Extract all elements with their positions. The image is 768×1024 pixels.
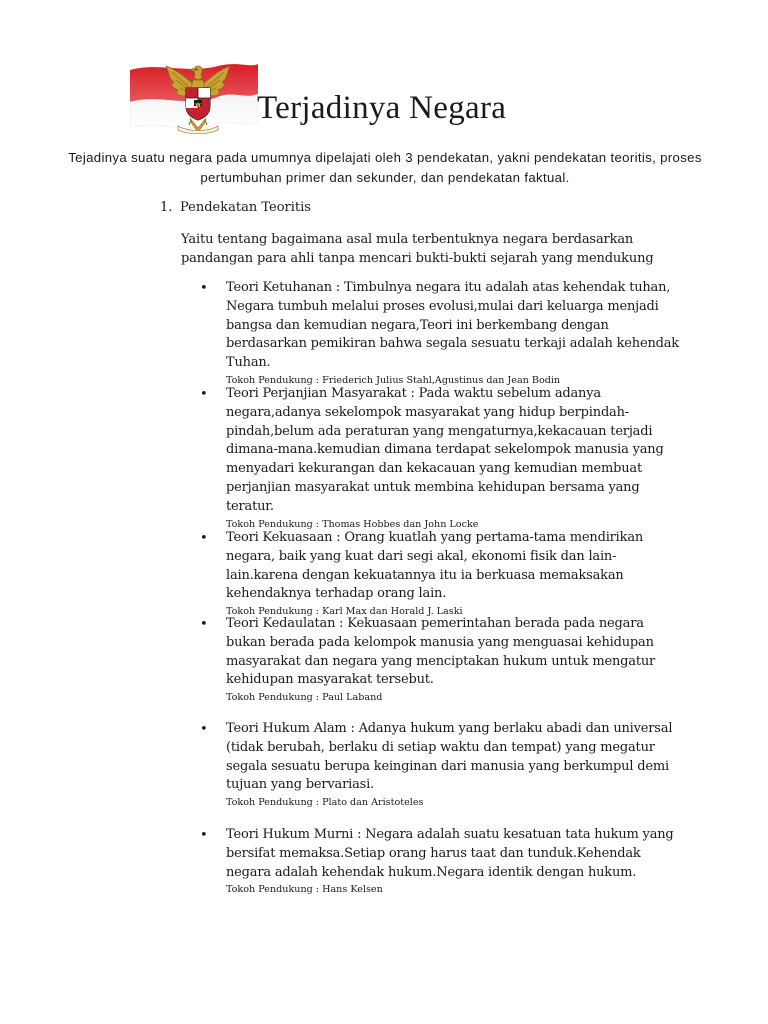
section-heading-label: Pendekatan Teoritis [180,200,311,215]
theory-text: Teori Hukum Alam : Adanya hukum yang berlaku abadi dan universal (tidak berubah, berlaku di setiap waktu dan tempat) yang megatur segala sesuatu berupa keinginan dari manusia yang berkumpul demi tujuan yang bervariasi. [226,721,673,793]
theory-supporters: Tokoh Pendukung : Friederich Julius Stahl,Agustinus dan Jean Bodin [226,374,561,386]
theory-supporters: Tokoh Pendukung : Paul Laband [226,692,383,704]
theory-text: Teori Ketuhanan : Timbulnya negara itu adalah atas kehendak tuhan, Negara tumbuh melalui proses evolusi,mulai dari keluarga menjadi bangsa dan kemudian negara,Teori ini berkembang dengan berdasarkan pemikiran bahwa segala sesuatu terkaji adalah kehendak Tuhan. [226,280,679,371]
theory-supporters: Tokoh Pendukung : Thomas Hobbes dan John Locke [226,518,479,530]
page-title: Terjadinya Negara [257,90,507,126]
bullet-icon: • [200,531,208,546]
bullet-icon: • [200,387,208,402]
bullet-icon: • [200,722,208,737]
bullet-icon: • [200,828,208,843]
list-item [200,720,680,809]
list-item [200,615,680,704]
bullet-icon: • [200,281,208,296]
list-item [200,529,680,618]
section-description: Yaitu tentang bagaimana asal mula terbentuknya negara berdasarkan pandangan para ahli tanpa mencari bukti-bukti sejarah yang mendukung [181,232,654,266]
theory-text: Teori Hukum Murni : Negara adalah suatu kesatuan tata hukum yang bersifat memaksa.Setiap orang harus taat dan tunduk.Kehendak negara adalah kehendak hukum.Negara identik dengan hukum. [226,827,674,880]
theory-text: Teori Perjanjian Masyarakat : Pada waktu sebelum adanya negara,adanya sekelompok masyarakat yang hidup berpindah-pindah,belum ada peraturan yang mengaturnya,kekacauan terjadi dimana-mana.kemudian dimana terdapat sekelompok manusia yang menyadari kekurangan dan kekacauan yang kemudian membuat perjanjian masyarakat untuk membina kehidupan bersama yang teratur. [226,386,664,514]
theory-supporters: Tokoh Pendukung : Plato dan Aristoteles [226,797,424,809]
list-item [200,385,680,531]
list-item [200,279,680,387]
theory-supporters: Tokoh Pendukung : Hans Kelsen [226,884,383,896]
theory-text: Teori Kekuasaan : Orang kuatlah yang pertama-tama mendirikan negara, baik yang kuat dari segi akal, ekonomi fisik dan lain-lain.karena dengan kekuatannya itu ia berkuasa memaksakan kehendaknya terhadap orang lain. [226,530,644,602]
intro-paragraph: Tejadinya suatu negara pada umumnya dipelajati oleh 3 pendekatan, yakni pendekatan teoritis, proses pertumbuhan primer dan sekunder, dan pendekatan faktual. [68,150,702,185]
list-item [200,826,680,896]
theory-text: Teori Kedaulatan : Kekuasaan pemerintahan berada pada negara bukan berada pada kelompok manusia yang menguasai kehidupan masyarakat dan negara yang menciptakan hukum untuk mengatur kehidupan masyarakat tersebut. [226,616,656,688]
theory-supporters: Tokoh Pendukung : Karl Max dan Horald J. Laski [226,606,463,618]
section-number: 1. [160,200,173,215]
bullet-icon: • [200,617,208,632]
